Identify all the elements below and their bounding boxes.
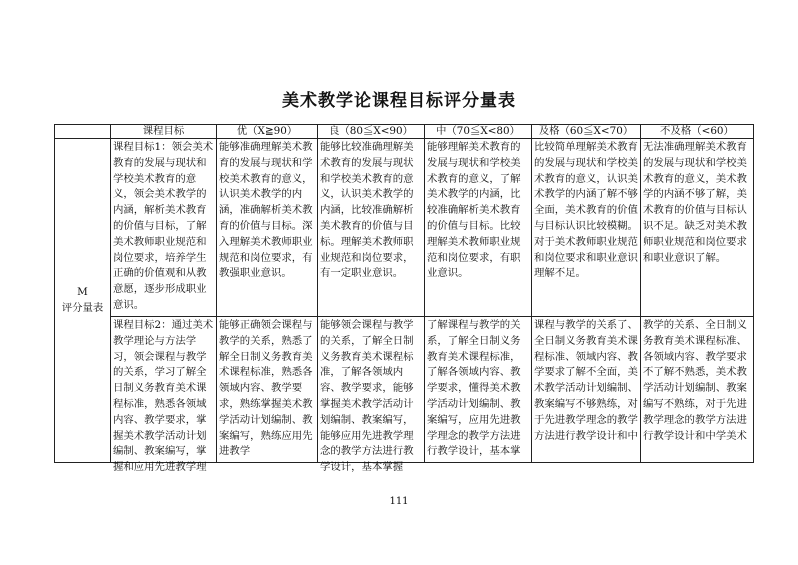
- table-cell: 比较简单理解美术教育的发展与现状和学校美术教育的意义，认识美术教学的内涵了解不够全面，美术教育的价值与目标认识比较模糊。对于美术教师职业规范和岗位要求和职业意识理解不足。: [532, 139, 641, 317]
- header-course-goal: 课程目标: [111, 125, 217, 139]
- header-fail: 不及格（<60）: [641, 125, 754, 139]
- header-pass: 及格（60≦X<70）: [532, 125, 641, 139]
- table-cell: 课程与教学的关系了、全日制义务教育美术课程标准、领域内容、教学要求了解不全面，美术教学活动计划编制、教案编写不够熟练，对于先进教学理念的教学方法进行教学设计和中: [532, 317, 641, 463]
- table-cell: 课程目标1：领会美术教育的发展与现状和学校美术教育的意义，领会美术教学的内涵，解析美术教育的价值与目标，了解美术教师职业规范和岗位要求，培养学生正确的价值观和从教意愿，逐步形成职业意识。: [111, 139, 217, 317]
- corner-cell: [55, 125, 111, 139]
- page-number: 111: [389, 496, 409, 507]
- table-cell: 了解课程与教学的关系，了解全日制义务教育美术课程标准，了解各领域内容、教学要求，懂得美术教学活动计划编制、教案编写，应用先进教学理念的教学方法进行教学设计，基本掌: [425, 317, 532, 463]
- table-cell: 能够理解美术教育的发展与现状和学校美术教育的意义，了解美术教学的内涵，比较准确解析美术教育的价值与目标。比较理解美术教师职业规范和岗位要求，有职业意识。: [425, 139, 532, 317]
- table-header-row: [55, 125, 754, 139]
- table-cell: 能够领会课程与教学的关系，了解全日制义务教育美术课程标准，了解各领域内容、教学要求，能够掌握美术教学活动计划编制、教案编写，能够应用先进教学理念的教学方法进行教学设计，基本掌握: [318, 317, 425, 463]
- header-good: 良（80≦X<90）: [318, 125, 425, 139]
- header-medium: 中（70≦X<80）: [425, 125, 532, 139]
- table-row: [55, 317, 754, 463]
- row-label-cell: [55, 139, 111, 463]
- rubric-table: [54, 124, 754, 474]
- row-label-scale: 评分量表: [61, 301, 104, 314]
- table-cell: 课程目标2：通过美术教学理论与方法学习，领会课程与教学的关系，学习了解全日制义务教育美术课程标准，熟悉各领域内容、教学要求，掌握美术教学活动计划编制、教案编写，掌握和应用先进教学理: [111, 317, 217, 463]
- header-excellent: 优（X≧90）: [217, 125, 318, 139]
- table-cell: 教学的关系、全日制义务教育美术课程标准、各领域内容、教学要求不了解不熟悉，美术教学活动计划编制、教案编写不熟练，对于先进教学理念的教学方法进行教学设计和中学美术: [641, 317, 754, 463]
- table-cell: 能够准确理解美术教育的发展与现状和学校美术教育的意义，认识美术教学的内涵，准确解析美术教育的价值与目标。深入理解美术教师职业规范和岗位要求，有教强职业意识。: [217, 139, 318, 317]
- table-cell: 无法准确理解美术教育的发展与现状和学校美术教育的意义，美术教学的内涵不够了解，美术教育的价值与目标认识不足。缺乏对美术教师职业规范和岗位要求和职业意识了解。: [641, 139, 754, 317]
- table-cell: 能够比较准确理解美术教育的发展与现状和学校美术教育的意义，认识美术教学的内涵，比较准确解析美术教育的价值与目标。理解美术教师职业规范和岗位要求，有一定职业意识。: [318, 139, 425, 317]
- table-cell: 能够正确领会课程与教学的关系，熟悉了解全日制义务教育美术课程标准，熟悉各领域内容、教学要求，熟练掌握美术教学活动计划编制、教案编写，熟练应用先进教学: [217, 317, 318, 463]
- page-title: 美术教学论课程目标评分量表: [282, 91, 516, 111]
- row-label-m: M: [77, 285, 88, 298]
- table-row: [55, 139, 754, 317]
